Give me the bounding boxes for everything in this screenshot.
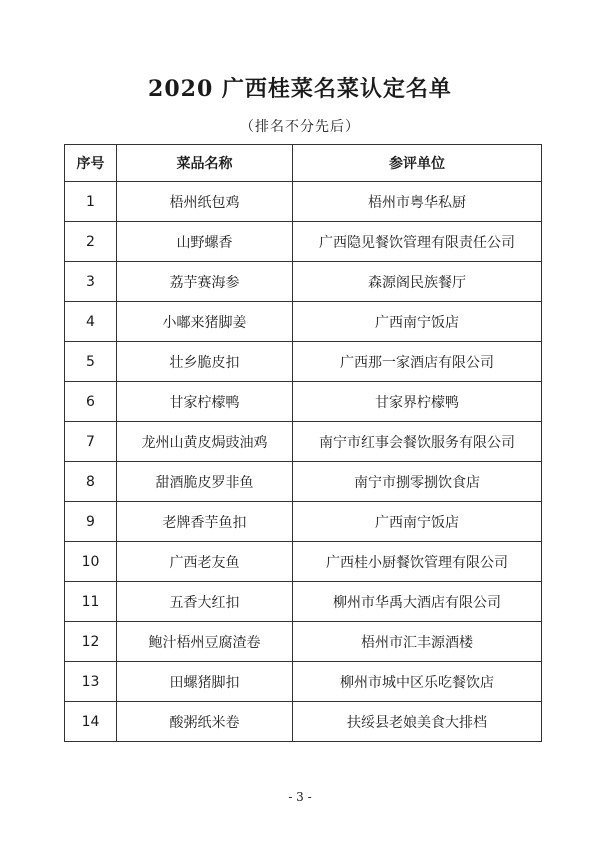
row-dish-name: 山野螺香 [117, 222, 293, 262]
header-number: 序号 [65, 145, 117, 182]
table-row [65, 302, 542, 342]
row-dish-name: 广西老友鱼 [117, 542, 293, 582]
table-row [65, 182, 542, 222]
row-number: 5 [65, 342, 117, 382]
row-dish-name: 田螺猪脚扣 [117, 662, 293, 702]
row-number: 4 [65, 302, 117, 342]
row-unit: 广西那一家酒店有限公司 [293, 342, 542, 382]
table-body [65, 182, 542, 742]
table-row [65, 262, 542, 302]
table-row [65, 422, 542, 462]
table-row [65, 702, 542, 742]
row-number: 14 [65, 702, 117, 742]
row-dish-name: 小嘟来猪脚姜 [117, 302, 293, 342]
page-title: 2020 广西桂菜名菜认定名单 [148, 76, 452, 102]
row-unit: 柳州市城中区乐吃餐饮店 [293, 662, 542, 702]
row-number: 1 [65, 182, 117, 222]
row-dish-name: 老牌香芋鱼扣 [117, 502, 293, 542]
header-dish-name: 菜品名称 [117, 145, 293, 182]
row-dish-name: 甘家柠檬鸭 [117, 382, 293, 422]
row-number: 8 [65, 462, 117, 502]
row-unit: 梧州市粤华私厨 [293, 182, 542, 222]
row-unit: 森源阁民族餐厅 [293, 262, 542, 302]
row-number: 11 [65, 582, 117, 622]
row-dish-name: 壮乡脆皮扣 [117, 342, 293, 382]
table-row [65, 462, 542, 502]
row-dish-name: 甜酒脆皮罗非鱼 [117, 462, 293, 502]
row-dish-name: 荔芋赛海参 [117, 262, 293, 302]
row-unit: 南宁市捌零捌饮食店 [293, 462, 542, 502]
header-row [65, 145, 542, 182]
dish-list-table [64, 144, 542, 742]
row-dish-name: 酸粥纸米卷 [117, 702, 293, 742]
table-header [65, 145, 542, 182]
header-unit: 参评单位 [293, 145, 542, 182]
row-unit: 扶绥县老娘美食大排档 [293, 702, 542, 742]
table-row [65, 342, 542, 382]
table-row [65, 582, 542, 622]
row-unit: 柳州市华禹大酒店有限公司 [293, 582, 542, 622]
row-dish-name: 龙州山黄皮焗豉油鸡 [117, 422, 293, 462]
table-row [65, 502, 542, 542]
row-number: 12 [65, 622, 117, 662]
row-number: 7 [65, 422, 117, 462]
table-row [65, 382, 542, 422]
table-row [65, 222, 542, 262]
row-unit: 梧州市汇丰源酒楼 [293, 622, 542, 662]
row-dish-name: 梧州纸包鸡 [117, 182, 293, 222]
row-unit: 广西南宁饭店 [293, 502, 542, 542]
row-number: 9 [65, 502, 117, 542]
row-number: 10 [65, 542, 117, 582]
page-number: - 3 - [288, 790, 312, 804]
row-unit: 甘家界柠檬鸭 [293, 382, 542, 422]
row-number: 6 [65, 382, 117, 422]
row-number: 13 [65, 662, 117, 702]
row-dish-name: 五香大红扣 [117, 582, 293, 622]
table-row [65, 662, 542, 702]
table-row [65, 542, 542, 582]
row-unit: 南宁市红事会餐饮服务有限公司 [293, 422, 542, 462]
row-number: 2 [65, 222, 117, 262]
page-subtitle: （排名不分先后） [240, 119, 360, 135]
row-unit: 广西桂小厨餐饮管理有限公司 [293, 542, 542, 582]
row-dish-name: 鲍汁梧州豆腐渣卷 [117, 622, 293, 662]
row-number: 3 [65, 262, 117, 302]
table-row [65, 622, 542, 662]
row-unit: 广西隐见餐饮管理有限责任公司 [293, 222, 542, 262]
row-unit: 广西南宁饭店 [293, 302, 542, 342]
